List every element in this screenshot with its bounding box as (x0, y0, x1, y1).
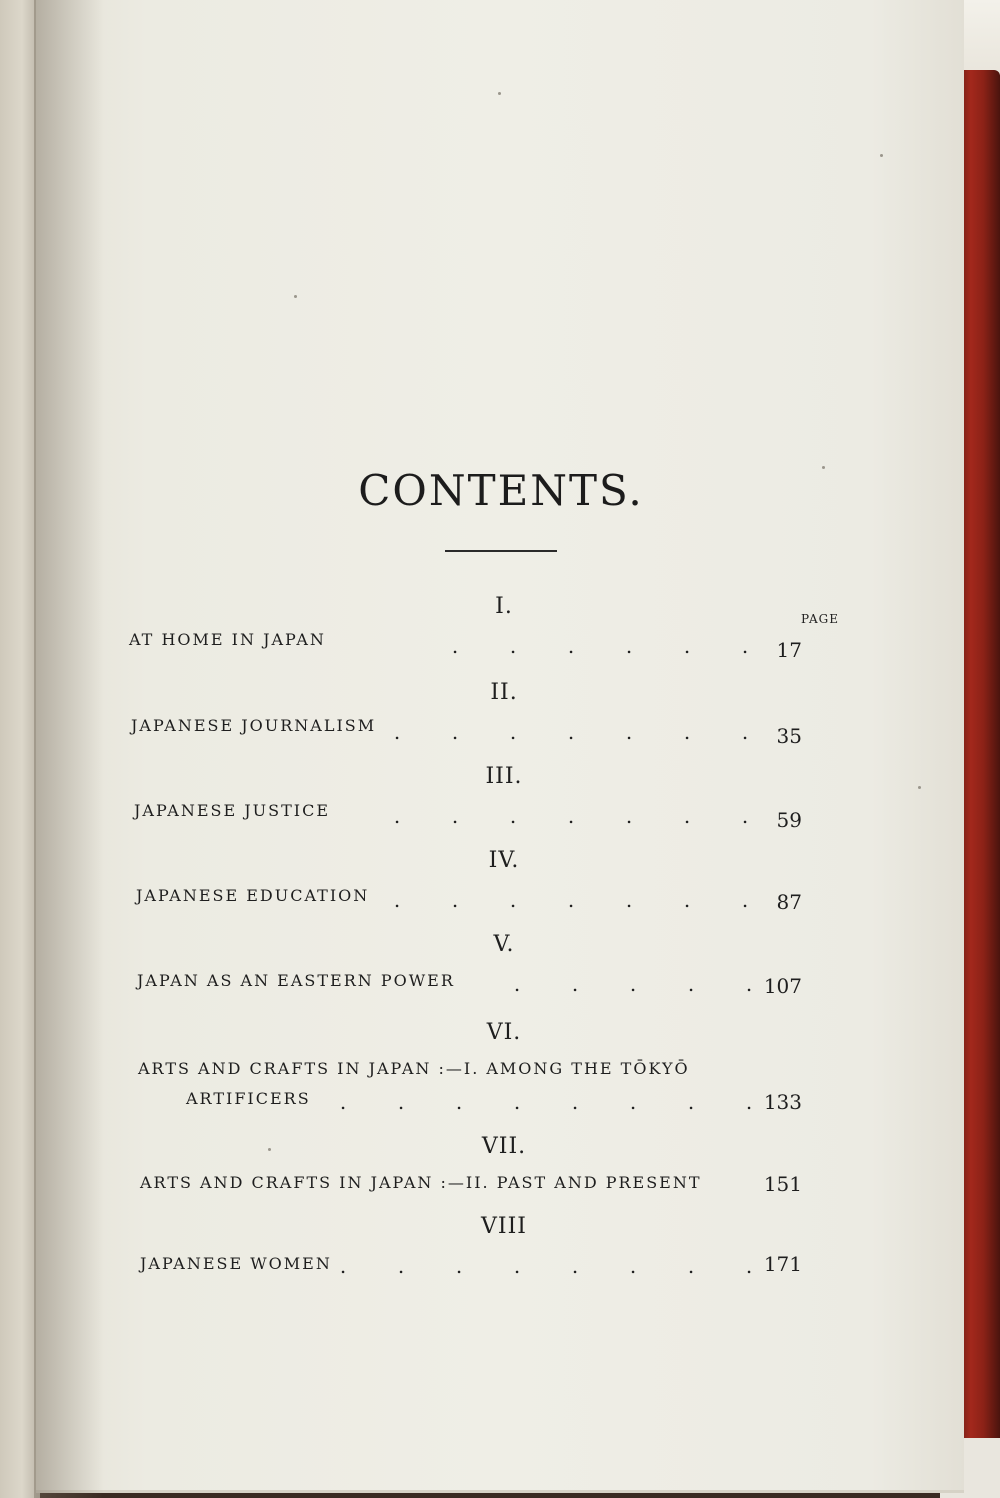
chapter-title: ARTS AND CRAFTS IN JAPAN :—II. PAST AND PRESENT (140, 1173, 702, 1192)
paper-speck (498, 92, 501, 95)
chapter-title-line1: ARTS AND CRAFTS IN JAPAN :—I. AMONG THE TŌKYŌ (138, 1059, 690, 1078)
chapter-numeral: III. (485, 764, 523, 789)
contents-page (36, 0, 964, 1493)
leader-dots: . . . . . (513, 972, 753, 996)
chapter-title-line2: ARTIFICERS (186, 1089, 311, 1108)
chapter-title: JAPANESE WOMEN (140, 1254, 332, 1273)
chapter-numeral: I. (495, 594, 513, 619)
chapter-page-number: 59 (776, 808, 802, 832)
paper-speck (918, 786, 921, 789)
red-cover-edge (958, 70, 1000, 1450)
leader-dots: . . . . . . . (393, 804, 749, 828)
page-title: CONTENTS. (358, 466, 644, 515)
chapter-numeral: V. (493, 932, 515, 957)
leader-dots: . . . . . . . . (339, 1090, 753, 1114)
leader-dots: . . . . . . . . (339, 1254, 753, 1278)
leader-dots: . . . . . . . (393, 888, 749, 912)
chapter-numeral: VIII (481, 1214, 527, 1239)
leader-dots: . . . . . . . (393, 720, 749, 744)
chapter-page-number: 107 (763, 974, 802, 998)
chapter-numeral: VII. (481, 1134, 527, 1159)
chapter-page-number: 171 (763, 1252, 802, 1276)
paper-speck (880, 154, 883, 157)
chapter-title: JAPANESE JUSTICE (134, 801, 330, 820)
chapter-page-number: 87 (776, 890, 802, 914)
chapter-numeral: IV. (488, 848, 520, 873)
chapter-page-number: 133 (763, 1090, 802, 1114)
title-rule (445, 550, 557, 552)
chapter-numeral: II. (490, 680, 518, 705)
chapter-title: JAPAN AS AN EASTERN POWER (137, 971, 455, 990)
chapter-page-number: 151 (763, 1172, 802, 1196)
paper-speck (268, 1148, 271, 1151)
chapter-title: JAPANESE JOURNALISM (131, 716, 377, 735)
leader-dots: . . . . . . (451, 634, 749, 658)
chapter-page-number: 35 (776, 724, 802, 748)
page-column-label: PAGE (801, 612, 839, 626)
chapter-numeral: VI. (486, 1020, 522, 1045)
chapter-title: AT HOME IN JAPAN (129, 630, 326, 649)
paper-speck (822, 466, 825, 469)
chapter-title: JAPANESE EDUCATION (136, 886, 370, 905)
chapter-page-number: 17 (776, 638, 802, 662)
gutter-shadow (34, 0, 104, 1498)
paper-speck (294, 295, 297, 298)
